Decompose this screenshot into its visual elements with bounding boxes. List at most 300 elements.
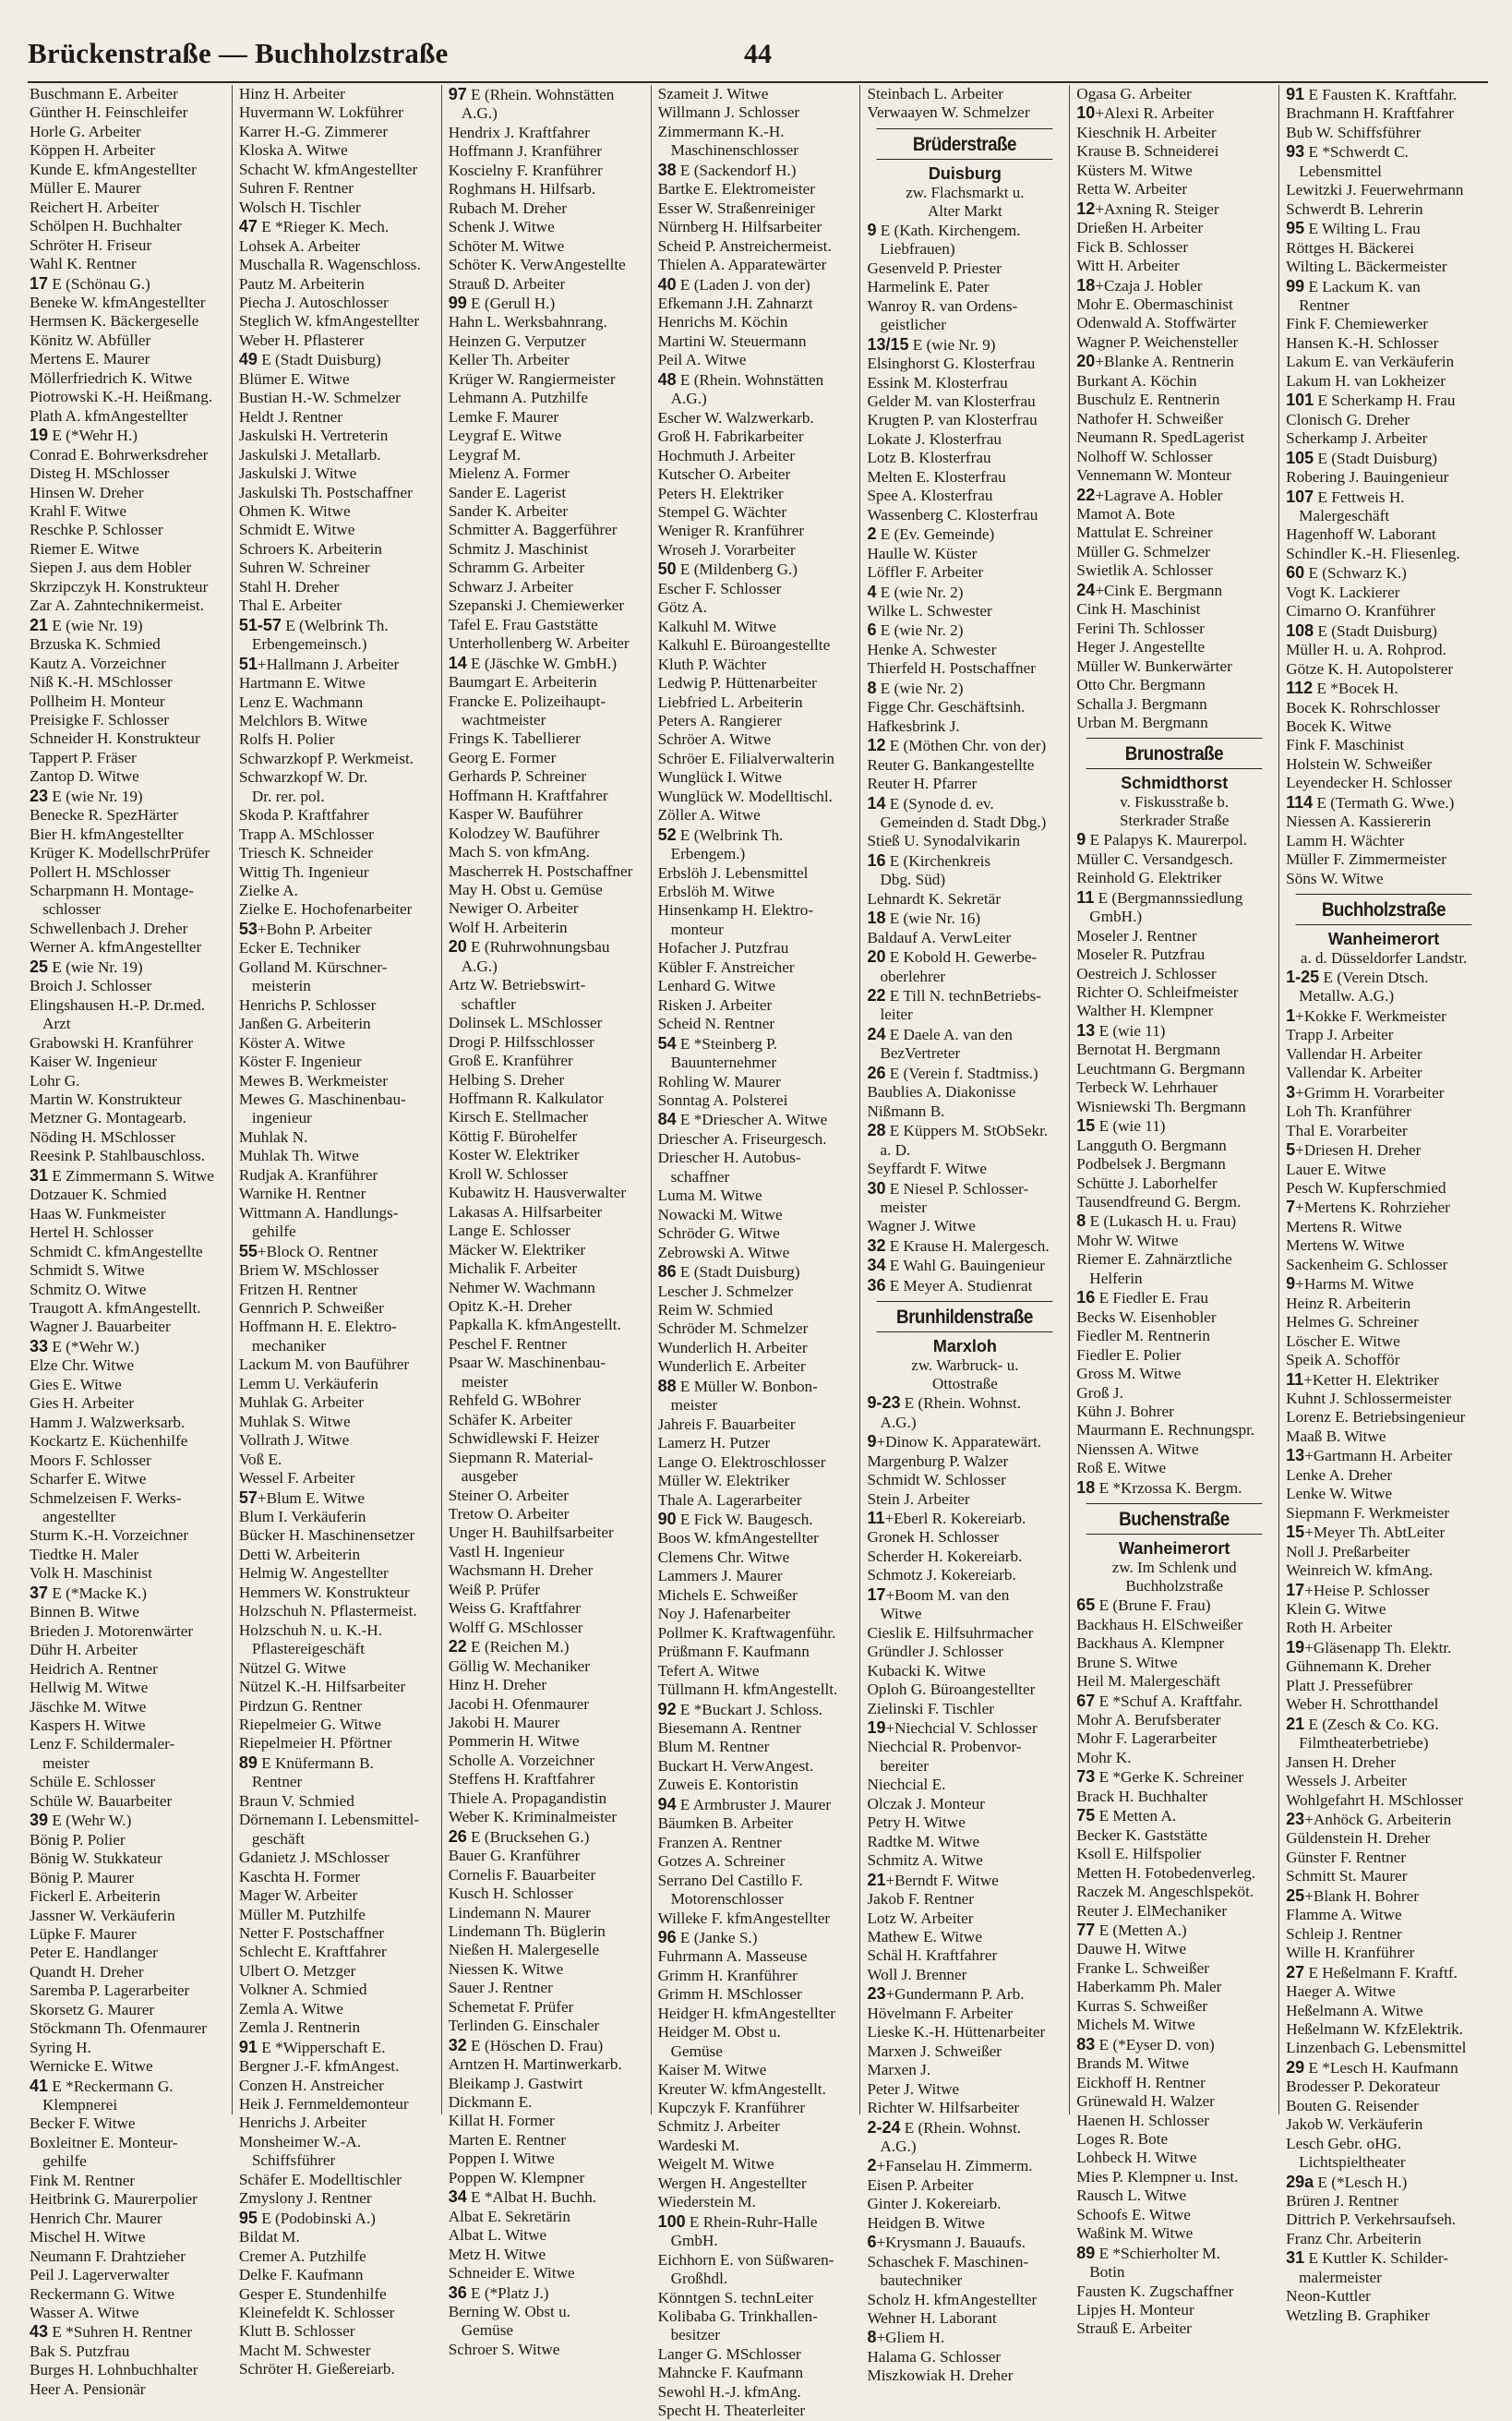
entry-continuation: Botin <box>1089 2263 1125 2282</box>
resident-entry: Figge Chr. Geschäftsinh. <box>867 698 1026 717</box>
house-number: 20 <box>1076 352 1096 371</box>
resident-entry: Wagner P. Weichensteller <box>1076 332 1239 351</box>
resident-entry: 51+Hallmann J. Arbeiter <box>238 654 400 673</box>
resident-entry: Kalkuhl M. Witwe <box>657 617 776 635</box>
resident-entry: Efkemann J.H. Zahnarzt <box>657 294 813 312</box>
resident-entry: Groß J. <box>1076 1383 1123 1402</box>
house-number: 8 <box>867 678 877 697</box>
house-number: 24 <box>867 1024 886 1043</box>
resident-entry: Serrano Del Castillo F. <box>657 1871 803 1889</box>
resident-entry: Peschel F. Rentner <box>448 1334 567 1353</box>
resident-entry: Schmitter A. Baggerführer <box>448 521 618 539</box>
resident-entry: Melten E. Klosterfrau <box>867 467 1006 486</box>
resident-entry: Kloska A. Witwe <box>238 141 348 160</box>
house-number: 27 <box>1286 1962 1305 1981</box>
resident-entry: Karrer H.-G. Zimmerer <box>238 122 389 140</box>
house-number: 8 <box>1076 1211 1086 1231</box>
resident-entry: Hinsenkamp H. Elektro- <box>657 901 814 920</box>
resident-entry: 89 E *Schierholter M. <box>1076 2243 1220 2262</box>
house-number: 40 <box>657 274 677 294</box>
resident-entry: Becker F. Witwe <box>30 2114 136 2133</box>
resident-entry: Blümer E. Witwe <box>238 369 350 388</box>
resident-entry: Schwarz J. Arbeiter <box>448 577 573 596</box>
resident-entry: Szepanski J. Chemiewerker <box>448 596 625 615</box>
house-number: 51-57 <box>238 615 282 634</box>
resident-entry: Stempel G. Wächter <box>657 502 787 521</box>
resident-entry: Güldenstein H. Dreher <box>1286 1829 1431 1848</box>
resident-entry: Wagner J. Bauarbeiter <box>30 1318 171 1336</box>
resident-entry: 9+Dinow K. Apparatewärt. <box>867 1432 1042 1451</box>
house-number: 36 <box>448 2282 467 2302</box>
resident-entry: Cremer A. Putzhilfe <box>238 2246 366 2265</box>
resident-entry: Mohr W. Witwe <box>1076 1231 1179 1249</box>
resident-entry: 84 E *Driescher A. Witwe <box>657 1110 828 1129</box>
resident-entry: Nürnberg H. Hilfsarbeiter <box>657 218 822 236</box>
resident-entry: Lauer E. Witwe <box>1286 1160 1386 1178</box>
resident-entry: Wehner H. Laborant <box>867 2309 997 2328</box>
house-number: 50 <box>657 560 677 579</box>
resident-entry: Nöding H. MSchlosser <box>30 1127 176 1146</box>
resident-entry: Flamme A. Witwe <box>1286 1906 1402 1924</box>
resident-entry: Rubach M. Dreher <box>448 199 568 217</box>
resident-entry: 7+Mertens K. Rohrzieher <box>1286 1198 1450 1217</box>
resident-entry: Monsheimer W.-A. <box>238 2132 362 2150</box>
house-number: 67 <box>1076 1691 1096 1710</box>
house-number: 83 <box>1076 2034 1096 2054</box>
house-number: 15 <box>1286 1523 1305 1542</box>
resident-entry: Lakum E. van Verkäuferin <box>1286 353 1455 371</box>
resident-entry: Noy J. Hafenarbeiter <box>657 1605 791 1623</box>
resident-entry: Rudjak A. Kranführer <box>238 1165 378 1184</box>
entry-continuation: meister <box>42 1753 90 1772</box>
resident-entry: 99 E Lackum K. van <box>1286 276 1421 295</box>
resident-entry: 67 E *Schuf A. Kraftfahr. <box>1076 1691 1242 1710</box>
resident-entry: Schroers K. Arbeiterin <box>238 539 382 558</box>
resident-entry: 10+Alexi R. Arbeiter <box>1076 103 1214 123</box>
resident-entry: Raczek M. Angeschlspeköt. <box>1076 1883 1254 1901</box>
resident-entry: Huvermann W. Lokführer <box>238 103 403 122</box>
resident-entry: Wasser A. Witwe <box>30 2304 139 2322</box>
resident-entry: Hofacher J. Putzfrau <box>657 939 789 958</box>
resident-entry: Detti W. Arbeiterin <box>238 1545 361 1563</box>
resident-entry: Dotzauer K. Schmied <box>30 1186 167 1204</box>
house-number: 21 <box>1286 1714 1305 1733</box>
resident-entry: Henrichs J. Arbeiter <box>238 2114 366 2132</box>
resident-entry: Weigelt M. Witwe <box>657 2155 774 2174</box>
resident-entry: 28 E Küppers M. StObSekr. <box>867 1121 1049 1140</box>
resident-entry: Brzuska K. Schmied <box>30 635 161 654</box>
resident-entry: 16 E (Kirchenkreis <box>867 850 991 870</box>
resident-entry: Lieske K.-H. Hüttenarbeiter <box>867 2023 1046 2042</box>
resident-entry: Preisigke F. Schlosser <box>30 710 169 729</box>
resident-entry: Thierfeld H. Postschaffner <box>867 659 1036 678</box>
entry-continuation: mechaniker <box>251 1336 327 1355</box>
entry-continuation: A.G.) <box>670 390 707 408</box>
resident-entry: Lenke A. Dreher <box>1286 1465 1393 1484</box>
resident-entry: 32 E (Höschen D. Frau) <box>448 2035 604 2054</box>
resident-entry: Terbeck W. Lehrhauer <box>1076 1078 1218 1097</box>
resident-entry: Risken J. Arbeiter <box>657 995 773 1014</box>
resident-entry: Boxleitner E. Monteur- <box>30 2133 178 2151</box>
resident-entry: Broich J. Schlosser <box>30 977 152 995</box>
resident-entry: Riemer E. Witwe <box>30 539 139 558</box>
resident-entry: Langer G. MSchlosser <box>657 2344 801 2363</box>
resident-entry: Peters H. Elektriker <box>657 484 784 502</box>
house-number: 16 <box>1076 1288 1096 1307</box>
resident-entry: Benecke R. SpezHärter <box>30 806 178 825</box>
entry-continuation: Gemüse <box>461 2321 514 2340</box>
entry-continuation: oberlehrer <box>880 967 946 985</box>
resident-entry: Skrzipczyk H. Konstrukteur <box>30 577 209 596</box>
house-number: 12 <box>1076 199 1096 218</box>
resident-entry: Wittmann A. Handlungs- <box>238 1203 399 1222</box>
resident-entry: Pollheim H. Monteur <box>30 692 165 710</box>
resident-entry: Köster A. Witwe <box>238 1033 345 1052</box>
resident-entry: 41 E *Reckermann G. <box>30 2076 174 2095</box>
resident-entry: Lenz F. Schildermaler- <box>30 1735 175 1753</box>
resident-entry: 22 E Till N. technBetriebs- <box>867 986 1041 1006</box>
resident-entry: Skoda P. Kraftfahrer <box>238 806 369 825</box>
resident-entry: Fink F. Chemiewerker <box>1286 315 1428 333</box>
resident-entry: Metten H. Fotobedenverleg. <box>1076 1863 1256 1882</box>
resident-entry: Mamot A. Bote <box>1076 504 1175 523</box>
house-number: 25 <box>30 957 49 976</box>
resident-entry: Söns W. Witwe <box>1286 869 1384 887</box>
resident-entry: Witt H. Arbeiter <box>1076 257 1180 275</box>
resident-entry: Michalik F. Arbeiter <box>448 1259 578 1278</box>
entry-continuation: Filmtheaterbetriebe) <box>1299 1734 1429 1753</box>
house-number: 7 <box>1286 1198 1296 1217</box>
resident-entry: 27 E Heßelmann F. Kraftf. <box>1286 1962 1458 1981</box>
directory-columns <box>28 85 1488 2420</box>
resident-entry: Jaskulski H. Vertreterin <box>238 427 389 445</box>
street-location-note: Sterkrader Straße <box>1119 812 1230 830</box>
resident-entry: Wroseh J. Vorarbeiter <box>657 540 796 559</box>
resident-entry: Kaspers H. Witwe <box>30 1716 146 1734</box>
house-number: 24 <box>1076 580 1096 599</box>
resident-entry: 18 E (wie Nr. 16) <box>867 909 981 928</box>
resident-entry: 25+Blank H. Bohrer <box>1286 1885 1419 1905</box>
resident-entry: 8 E (wie Nr. 2) <box>867 678 964 697</box>
resident-entry: Essink M. Klosterfrau <box>867 373 1008 391</box>
entry-continuation: Klempnerei <box>42 2096 118 2114</box>
house-number: 2 <box>867 2156 877 2175</box>
resident-entry: Hartmann E. Witwe <box>238 674 366 693</box>
entry-continuation: schaftler <box>461 994 516 1013</box>
house-number: 39 <box>30 1811 49 1830</box>
entry-continuation: Witwe <box>880 1605 922 1623</box>
resident-entry: 53+Bohn P. Arbeiter <box>238 919 372 938</box>
resident-entry: 112 E *Bocek H. <box>1286 679 1398 698</box>
resident-entry: Wisniewski Th. Bergmann <box>1076 1097 1246 1115</box>
resident-entry: Franzen A. Rentner <box>657 1833 782 1851</box>
resident-entry: Lohr G. <box>30 1071 80 1090</box>
resident-entry: 19+Gläsenapp Th. Elektr. <box>1286 1637 1452 1656</box>
resident-entry: 101 E Scherkamp H. Frau <box>1286 391 1456 410</box>
resident-entry: Wille H. Kranführer <box>1286 1944 1415 1962</box>
resident-entry: Wassenberg C. Klosterfrau <box>867 505 1038 524</box>
entry-continuation: Rentner <box>1299 295 1350 314</box>
resident-entry: Mertens W. Witwe <box>1286 1236 1405 1255</box>
resident-entry: 52 E (Welbrink Th. <box>657 825 784 844</box>
resident-entry: Nowacki M. Witwe <box>657 1205 783 1223</box>
resident-entry: Newiger O. Arbeiter <box>448 899 579 918</box>
resident-entry: Scherder H. Kokereiarb. <box>867 1547 1023 1565</box>
resident-entry: Schölpen H. Buchhalter <box>30 217 182 235</box>
house-number: 101 <box>1286 391 1314 410</box>
resident-entry: Lotz B. Klosterfrau <box>867 449 991 467</box>
resident-entry: Schaschek F. Maschinen- <box>867 2252 1029 2270</box>
resident-entry: 97 E (Rhein. Wohnstätten <box>448 85 615 103</box>
resident-entry: Hövelmann F. Arbeiter <box>867 2004 1014 2022</box>
resident-entry: 11+Ketter H. Elektriker <box>1286 1369 1439 1389</box>
resident-entry: Fiedler E. Polier <box>1076 1345 1182 1364</box>
resident-entry: Szameit J. Witwe <box>657 85 769 102</box>
resident-entry: Frings K. Tabellierer <box>448 729 581 748</box>
resident-entry: Briem W. MSchlosser <box>238 1261 379 1280</box>
resident-entry: Schöter K. VerwAngestellte <box>448 256 626 274</box>
resident-entry: Heitbrink G. Maurerpolier <box>30 2190 198 2209</box>
resident-entry: Kühn J. Bohrer <box>1076 1403 1174 1420</box>
resident-entry: Wolff G. MSchlosser <box>448 1618 583 1636</box>
resident-entry: Metz H. Witwe <box>448 2245 546 2263</box>
resident-entry: Specht H. Theaterleiter <box>657 2402 806 2420</box>
resident-entry: Vennemann W. Monteur <box>1076 466 1231 485</box>
resident-entry: Nienssen A. Witwe <box>1076 1439 1199 1458</box>
resident-entry: Lokate J. Klosterfrau <box>867 429 1002 448</box>
resident-entry: Jaskulski Th. Postschaffner <box>238 483 413 501</box>
resident-entry: 2 E (Ev. Gemeinde) <box>867 524 995 544</box>
resident-entry: Helmes G. Schreiner <box>1286 1313 1419 1331</box>
resident-entry: Kalkuhl E. Büroangestellte <box>657 636 831 655</box>
resident-entry: Ginter J. Kokereiarb. <box>867 2195 1002 2213</box>
resident-entry: Holzschuh N. Pflastermeist. <box>238 1602 417 1620</box>
resident-entry: Sander E. Lagerist <box>448 483 567 501</box>
house-number: 34 <box>867 1256 886 1275</box>
resident-entry: Heinzen G. Verputzer <box>448 331 586 350</box>
house-number: 36 <box>867 1275 886 1295</box>
resident-entry: Burges H. Lohnbuchhalter <box>30 2361 198 2379</box>
resident-entry: Schroer S. Witwe <box>448 2340 560 2358</box>
resident-entry: Peter E. Handlanger <box>30 1944 158 1962</box>
resident-entry: 89 E Knüfermann B. <box>238 1753 374 1772</box>
resident-entry: Kubacki K. Witwe <box>867 1661 986 1680</box>
resident-entry: Henrichs M. Köchin <box>657 313 788 331</box>
resident-entry: Löffler F. Arbeiter <box>867 563 984 582</box>
resident-entry: Koscielny F. Kranführer <box>448 161 603 179</box>
resident-entry: 39 E (Wehr W.) <box>30 1811 132 1830</box>
resident-entry: Hoffmann R. Kalkulator <box>448 1090 604 1108</box>
resident-entry: Gies E. Witwe <box>30 1375 122 1393</box>
resident-entry: Lorenz E. Betriebsingenieur <box>1286 1408 1466 1427</box>
resident-entry: Steinbach L. Arbeiter <box>867 85 1003 102</box>
resident-entry: Sauer J. Rentner <box>448 1979 553 1997</box>
resident-entry: Loh Th. Kranführer <box>1286 1102 1411 1121</box>
resident-entry: 73 E *Gerke K. Schreiner <box>1076 1767 1244 1787</box>
resident-entry: Buckart H. VerwAngest. <box>657 1756 814 1775</box>
house-number: 94 <box>657 1794 677 1813</box>
resident-entry: Brune S. Witwe <box>1076 1653 1178 1671</box>
resident-entry: Mewes G. Maschinenbau- <box>238 1090 406 1109</box>
resident-entry: Wiederstein M. <box>657 2193 756 2211</box>
house-number: 23 <box>30 786 49 805</box>
house-number: 21 <box>867 1870 886 1889</box>
resident-entry: Leyendecker H. Schlosser <box>1286 774 1453 792</box>
resident-entry: 9 E (Kath. Kirchengem. <box>867 220 1021 239</box>
district-heading: Marxloh <box>932 1337 997 1356</box>
house-number: 99 <box>1286 276 1305 295</box>
resident-entry: 107 E Fettweis H. <box>1286 487 1405 506</box>
resident-entry: Peil A. Witwe <box>657 351 747 369</box>
house-number: 28 <box>867 1121 886 1140</box>
resident-entry: Rehfeld G. WBohrer <box>448 1391 582 1410</box>
resident-entry: Kleinefeldt K. Schlosser <box>238 2304 395 2322</box>
resident-entry: 18+Czaja J. Hobler <box>1076 275 1203 295</box>
resident-entry: Boos W. kfmAngestellter <box>657 1529 819 1548</box>
resident-entry: Grimm H. Kranführer <box>657 1966 798 1984</box>
resident-entry: Wunderlich E. Arbeiter <box>657 1357 806 1376</box>
house-number: 34 <box>448 2187 467 2207</box>
resident-entry: Voß E. <box>238 1450 282 1468</box>
resident-entry: Heinz R. Arbeiterin <box>1286 1294 1411 1312</box>
resident-entry: Schneider E. Witwe <box>448 2264 575 2282</box>
resident-entry: Jakobi H. Maurer <box>448 1713 560 1731</box>
resident-entry: 20+Blanke A. Rentnerin <box>1076 352 1234 371</box>
resident-entry: 34 E *Albat H. Buchh. <box>448 2187 597 2207</box>
resident-entry: Gelder M. van Klosterfrau <box>867 391 1036 410</box>
resident-entry: Piecha J. Autoschlosser <box>238 293 389 311</box>
resident-entry: 38 E (Sackendorf H.) <box>657 160 797 179</box>
entry-continuation: A.G.) <box>880 2137 917 2155</box>
resident-entry: Trapp A. MSchlosser <box>238 825 374 843</box>
resident-entry: Heik J. Fernmeldemonteur <box>238 2095 409 2114</box>
resident-entry: Wittig Th. Ingenieur <box>238 862 369 881</box>
resident-entry: Hoffmann H. E. Elektro- <box>238 1318 397 1336</box>
resident-entry: Schmidt S. Witwe <box>30 1261 145 1280</box>
resident-entry: Zantop D. Witwe <box>30 767 139 786</box>
house-number: 31 <box>1286 2248 1305 2268</box>
resident-entry: 8+Gliem H. <box>867 2328 945 2347</box>
street-location-note: zw. Flachsmarkt u. <box>906 183 1025 201</box>
resident-entry: Unger H. Bauhilfsarbeiter <box>448 1524 614 1542</box>
resident-entry: Moseler J. Rentner <box>1076 926 1197 945</box>
resident-entry: Holzschuh N. u. K.-H. <box>238 1620 383 1639</box>
entry-continuation: Erbengem.) <box>670 845 746 863</box>
resident-entry: 1-25 E (Verein Dtsch. <box>1286 968 1429 987</box>
resident-entry: Marten E. Rentner <box>448 2130 567 2149</box>
entry-continuation: BezVertreter <box>880 1044 961 1063</box>
resident-entry: Ferini Th. Schlosser <box>1076 619 1205 637</box>
resident-entry: May H. Obst u. Gemüse <box>448 881 603 899</box>
house-number: 43 <box>30 2322 49 2342</box>
resident-entry: Löscher E. Witwe <box>1286 1331 1400 1350</box>
house-number: 97 <box>448 85 467 103</box>
column-7 <box>1278 85 1488 2324</box>
resident-entry: 49 E (Stadt Duisburg) <box>238 350 381 369</box>
resident-entry: Lange E. Schlosser <box>448 1222 570 1240</box>
resident-entry: Schemetat F. Prüfer <box>448 1997 574 2016</box>
resident-entry: Radtke M. Witwe <box>867 1832 980 1850</box>
resident-entry: Wunglück I. Witwe <box>657 768 782 787</box>
resident-entry: Wagner J. Witwe <box>867 1217 976 1235</box>
resident-entry: Niessen A. Kassiererin <box>1286 813 1432 831</box>
resident-entry: 22+Lagrave A. Hobler <box>1076 485 1223 504</box>
resident-entry: Fausten K. Zugschaffner <box>1076 2282 1234 2300</box>
resident-entry: Lehmann A. Putzhilfe <box>448 389 589 407</box>
resident-entry: Mohr K. <box>1076 1748 1132 1766</box>
resident-entry: Hoffmann H. Kraftfahrer <box>448 786 608 804</box>
entry-continuation: Großhdl. <box>670 2270 728 2288</box>
resident-entry: Götze K. H. Autopolsterer <box>1286 659 1454 678</box>
house-number: 22 <box>448 1637 467 1656</box>
column-1 <box>28 85 232 2398</box>
house-number: 21 <box>30 615 49 634</box>
resident-entry: Eichhorn E. von Süßwaren- <box>657 2250 834 2269</box>
resident-entry: Horle G. Arbeiter <box>30 122 141 140</box>
resident-entry: Macht M. Schwester <box>238 2341 371 2359</box>
resident-entry: Schmitz J. Maschinist <box>448 539 589 558</box>
house-number: 32 <box>867 1235 886 1255</box>
resident-entry: Niessen K. Witwe <box>448 1959 564 1978</box>
resident-entry: Hendrix J. Kraftfahrer <box>448 123 590 141</box>
resident-entry: Weniger R. Kranführer <box>657 522 805 540</box>
resident-entry: Zemla A. Witwe <box>238 1999 343 2018</box>
resident-entry: Heßelmann A. Witwe <box>1286 2001 1423 2019</box>
resident-entry: Michels E. Schweißer <box>657 1585 798 1604</box>
resident-entry: Retta W. Arbeiter <box>1076 180 1188 199</box>
resident-entry: Mischel H. Witwe <box>30 2228 146 2246</box>
resident-entry: Bernotat H. Bergmann <box>1076 1041 1221 1059</box>
resident-entry: Willeke F. kfmAngestellter <box>657 1909 831 1927</box>
resident-entry: 13+Gartmann H. Arbeiter <box>1286 1446 1453 1465</box>
house-number: 37 <box>30 1583 49 1602</box>
resident-entry: Wolsch H. Tischler <box>238 198 361 216</box>
resident-entry: Metzner G. Montagearb. <box>30 1109 186 1127</box>
resident-entry: Fritzen H. Rentner <box>238 1280 358 1298</box>
resident-entry: Piotrowski K.-H. Heißmang. <box>30 388 213 406</box>
house-number: 12 <box>867 736 886 755</box>
resident-entry: Wernicke E. Witwe <box>30 2057 153 2076</box>
resident-entry: Lenke W. Witwe <box>1286 1485 1393 1503</box>
house-number: 14 <box>867 793 886 813</box>
entry-continuation: Helferin <box>1089 1269 1143 1287</box>
resident-entry: Zimmermann K.-H. <box>657 122 785 140</box>
resident-entry: Groß H. Fabrikarbeiter <box>657 428 804 446</box>
resident-entry: Stahl H. Dreher <box>238 577 340 596</box>
street-location-note: v. Fiskusstraße b. <box>1120 793 1230 812</box>
resident-entry: Hermsen K. Bäckergeselle <box>30 312 199 331</box>
resident-entry: Haberkamm Ph. Maler <box>1076 1978 1222 1996</box>
resident-entry: Stieß U. Synodalvikarin <box>867 832 1021 850</box>
entry-continuation: Maschinenschlosser <box>670 141 799 160</box>
entry-continuation: besitzer <box>670 2326 721 2344</box>
resident-entry: Haeger A. Witwe <box>1286 1982 1396 2001</box>
resident-entry: Baublies A. Diakonisse <box>867 1083 1016 1102</box>
resident-entry: Lemm U. Verkäuferin <box>238 1374 378 1392</box>
resident-entry: Schmitz O. Witwe <box>30 1280 147 1298</box>
resident-entry: Pirdzun G. Rentner <box>238 1696 363 1715</box>
resident-entry: Niechcial R. Probenvor- <box>867 1738 1022 1756</box>
house-number: 29a <box>1286 2172 1314 2191</box>
resident-entry: 92 E *Buckart J. Schloss. <box>657 1699 823 1718</box>
resident-entry: Buschmann E. Arbeiter <box>30 85 178 102</box>
entry-continuation: Bauunternehmer <box>670 1054 777 1072</box>
resident-entry: Kroll W. Schlosser <box>448 1164 569 1183</box>
resident-entry: Heer A. Pensionär <box>30 2379 146 2398</box>
house-number: 88 <box>657 1376 677 1395</box>
entry-continuation: geistlicher <box>880 316 947 334</box>
resident-entry: Tiedtke H. Maler <box>30 1545 139 1563</box>
